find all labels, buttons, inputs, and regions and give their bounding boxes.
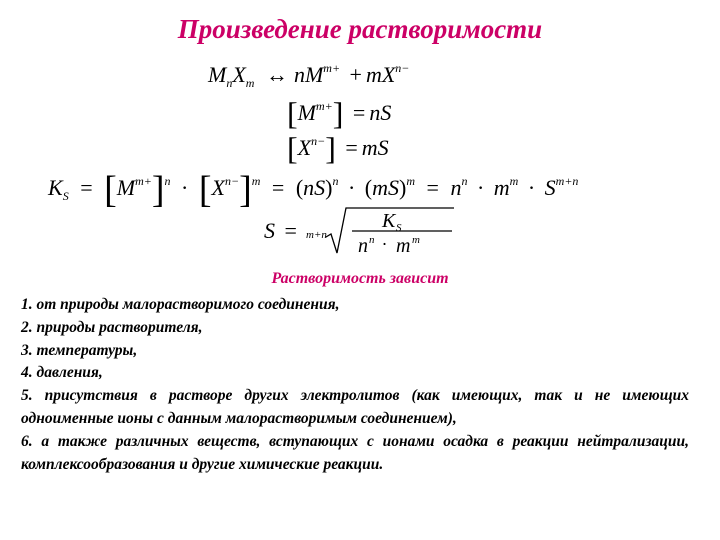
svg-text:m: m: [396, 235, 411, 257]
svg-text:S: S: [396, 222, 402, 234]
list-item: 6. а также различных веществ, вступающих с ионами осадка в реакции нейтрализации, комплексообразования и другие химические реакции.: [21, 432, 689, 473]
list-item: 2. природы растворителя,: [21, 318, 203, 336]
dependence-list: [21, 294, 689, 476]
svg-text:·: ·: [382, 234, 387, 254]
list-item: 3. температуры,: [21, 341, 138, 359]
slide-title: Произведение растворимости: [177, 14, 543, 44]
dependence-heading: Растворимость зависит: [271, 270, 449, 287]
svg-text:m: m: [412, 234, 421, 246]
radical-sign: [306, 205, 456, 257]
svg-text:n: n: [369, 234, 375, 246]
svg-text:n: n: [358, 235, 369, 257]
list-item: 4. давления,: [21, 364, 103, 382]
list-item: 1. от природы малорастворимого соединения,: [21, 296, 340, 313]
svg-text:m+n: m+n: [306, 229, 328, 241]
svg-text:K: K: [382, 210, 396, 232]
list-item: 5. присутствия в растворе других электролитов (как имеющих, так и не имеющих одноименные ионы с данным малорастворимым соединением),: [21, 387, 689, 427]
